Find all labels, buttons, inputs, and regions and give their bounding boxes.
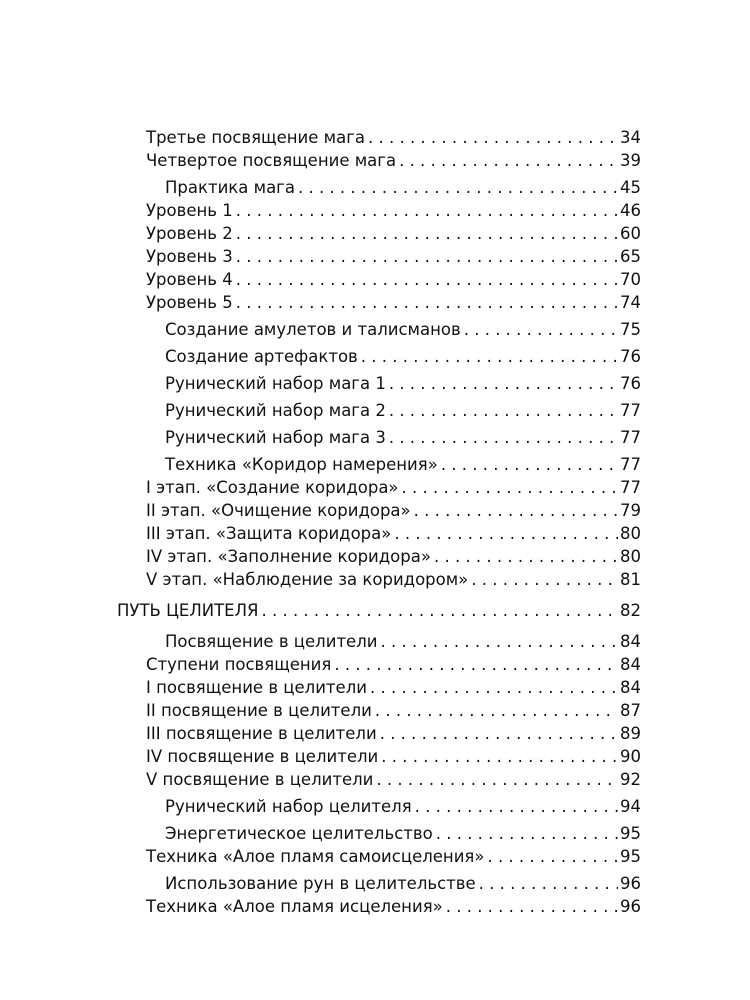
toc-entry <box>117 599 641 623</box>
dot-leader <box>415 795 618 819</box>
dot-leader <box>370 676 618 700</box>
toc-entry <box>146 222 641 246</box>
toc-entry <box>165 872 641 896</box>
toc-entry-page: 95 <box>620 824 641 843</box>
toc-entry-page: 80 <box>620 524 641 543</box>
toc-entry-title: Рунический набор мага 2 <box>165 401 386 420</box>
toc-entry-title: Посвящение в целители <box>165 632 378 651</box>
dot-leader <box>471 568 618 592</box>
dot-leader <box>375 699 618 723</box>
toc-entry <box>146 895 641 919</box>
toc-entry-title: IV посвящение в целители <box>146 747 379 766</box>
dot-leader <box>389 426 618 450</box>
dot-leader <box>236 199 618 223</box>
toc-entry <box>165 630 641 654</box>
dot-leader <box>414 499 618 523</box>
toc-entry-title: ПУТЬ ЦЕЛИТЕЛЯ <box>117 601 259 620</box>
toc-entry-title: Рунический набор целителя <box>165 797 412 816</box>
toc-entry-page: 34 <box>620 128 641 147</box>
toc-entry-title: Техника «Алое пламя самоисцеления» <box>146 847 485 866</box>
dot-leader <box>236 245 618 269</box>
toc-entry-page: 46 <box>620 201 641 220</box>
dot-leader <box>389 372 618 396</box>
toc-entry-page: 76 <box>620 374 641 393</box>
toc-entry <box>165 822 641 846</box>
toc-entry-page: 60 <box>620 224 641 243</box>
dot-leader <box>402 476 618 500</box>
toc-entry-page: 74 <box>620 293 641 312</box>
toc-entry <box>146 268 641 292</box>
toc-entry <box>146 126 641 150</box>
toc-entry <box>146 676 641 700</box>
toc-entry-page: 77 <box>620 428 641 447</box>
toc-entry-title: Использование рун в целительстве <box>165 874 476 893</box>
toc-entry-title: Уровень 5 <box>146 293 233 312</box>
toc-entry <box>146 522 641 546</box>
dot-leader <box>261 599 618 623</box>
dot-leader <box>399 149 618 173</box>
toc-entry-title: Рунический набор мага 1 <box>165 374 386 393</box>
toc-entry-page: 90 <box>620 747 641 766</box>
toc-entry-title: II этап. «Очищение коридора» <box>146 501 411 520</box>
toc-entry-page: 77 <box>620 455 641 474</box>
toc-entry-title: I этап. «Создание коридора» <box>146 478 399 497</box>
dot-leader <box>376 768 618 792</box>
dot-leader <box>298 176 618 200</box>
dot-leader <box>446 895 618 919</box>
dot-leader <box>436 822 618 846</box>
toc-entry <box>165 318 641 342</box>
toc-entry-title: Создание артефактов <box>165 347 358 366</box>
toc-entry-title: Уровень 2 <box>146 224 233 243</box>
toc-entry <box>146 199 641 223</box>
toc-entry-page: 70 <box>620 270 641 289</box>
toc-entry-page: 84 <box>620 678 641 697</box>
toc-entry <box>146 245 641 269</box>
toc-entry-title: Практика мага <box>165 178 295 197</box>
toc-entry-page: 77 <box>620 401 641 420</box>
dot-leader <box>479 872 618 896</box>
toc-entry <box>146 545 641 569</box>
toc-entry-page: 77 <box>620 478 641 497</box>
dot-leader <box>236 222 618 246</box>
toc-entry <box>146 291 641 315</box>
dot-leader <box>236 291 618 315</box>
toc-entry-page: 65 <box>620 247 641 266</box>
toc-entry <box>146 499 641 523</box>
toc-entry-page: 87 <box>620 701 641 720</box>
toc-entry <box>165 372 641 396</box>
toc-entry-page: 79 <box>620 501 641 520</box>
toc-entry-page: 76 <box>620 347 641 366</box>
toc-entry-title: Ступени посвящения <box>146 655 332 674</box>
dot-leader <box>381 745 618 769</box>
toc-entry-title: I посвящение в целители <box>146 678 367 697</box>
dot-leader <box>487 845 618 869</box>
toc-entry-page: 96 <box>620 874 641 893</box>
toc-entry <box>165 795 641 819</box>
toc-entry <box>146 722 641 746</box>
toc-entry-title: V посвящение в целители <box>146 770 374 789</box>
toc-entry-title: III этап. «Защита коридора» <box>146 524 392 543</box>
toc-entry-title: Создание амулетов и талисманов <box>165 320 461 339</box>
toc-entry-page: 39 <box>620 151 641 170</box>
toc-entry-title: Четвертое посвящение мага <box>146 151 397 170</box>
toc-entry-title: Техника «Коридор намерения» <box>165 455 438 474</box>
toc-entry-page: 95 <box>620 847 641 866</box>
toc-entry-page: 80 <box>620 547 641 566</box>
dot-leader <box>389 399 618 423</box>
toc-entry-page: 92 <box>620 770 641 789</box>
toc-entry <box>165 426 641 450</box>
toc-entry <box>146 653 641 677</box>
toc-entry-title: IV этап. «Заполнение коридора» <box>146 547 431 566</box>
dot-leader <box>464 318 618 342</box>
dot-leader <box>434 545 618 569</box>
toc-entry-title: III посвящение в целители <box>146 724 377 743</box>
toc-entry-page: 84 <box>620 655 641 674</box>
dot-leader <box>394 522 618 546</box>
toc-entry-page: 81 <box>620 570 641 589</box>
toc-entry-page: 45 <box>620 178 641 197</box>
toc-entry-title: V этап. «Наблюдение за коридором» <box>146 570 469 589</box>
toc-entry-page: 75 <box>620 320 641 339</box>
dot-leader <box>380 630 618 654</box>
toc-entry-title: Энергетическое целительство <box>165 824 433 843</box>
toc-entry-page: 96 <box>620 897 641 916</box>
toc-entry <box>146 745 641 769</box>
dot-leader <box>368 126 618 150</box>
toc-entry-title: Третье посвящение мага <box>146 128 365 147</box>
dot-leader <box>361 345 618 369</box>
toc-entry-page: 82 <box>620 601 641 620</box>
dot-leader <box>236 268 618 292</box>
toc-entry <box>146 845 641 869</box>
toc-entry-title: Техника «Алое пламя исцеления» <box>146 897 443 916</box>
toc-entry-title: Уровень 4 <box>146 270 233 289</box>
toc-entry-title: Уровень 3 <box>146 247 233 266</box>
dot-leader <box>380 722 618 746</box>
toc-entry-page: 84 <box>620 632 641 651</box>
toc-entry <box>165 345 641 369</box>
toc-entry-title: Рунический набор мага 3 <box>165 428 386 447</box>
dot-leader <box>334 653 618 677</box>
toc-entry-page: 89 <box>620 724 641 743</box>
toc-entry-title: Уровень 1 <box>146 201 233 220</box>
toc-entry <box>165 176 641 200</box>
toc-entry-title: II посвящение в целители <box>146 701 372 720</box>
toc-entry <box>146 568 641 592</box>
toc-entry <box>146 768 641 792</box>
toc-entry-page: 94 <box>620 797 641 816</box>
toc-entry <box>165 453 641 477</box>
dot-leader <box>441 453 618 477</box>
toc-entry <box>146 149 641 173</box>
toc-entry <box>146 699 641 723</box>
toc-entry <box>165 399 641 423</box>
toc-entry <box>146 476 641 500</box>
